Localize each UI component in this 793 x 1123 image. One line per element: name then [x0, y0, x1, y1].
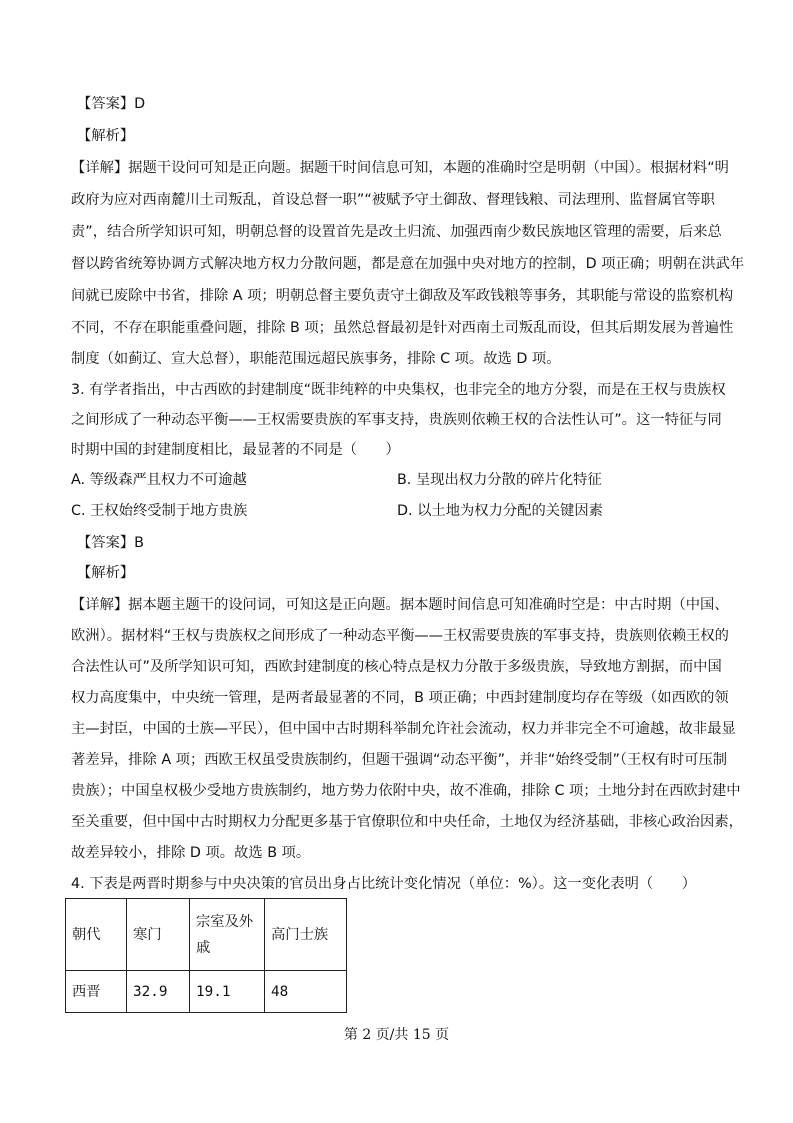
table-header-cell: 宗室及外戚 [190, 899, 265, 971]
table-cell: 西晋 [66, 971, 127, 1013]
table-header-cell: 寒门 [127, 899, 190, 971]
explanation-line: 不同，不存在职能重叠问题，排除 B 项；虽然总督最初是针对西南土司叛乱而设，但其后期发展为普遍性 [71, 320, 734, 336]
question-stem: 3. 有学者指出，中古西欧的封建制度“既非纯粹的中央集权，也非完全的地方分裂，而是在王权与贵族权 [71, 382, 726, 398]
table-header-cell: 高门士族 [265, 899, 347, 971]
explanation-line: 制度（如蓟辽、宣大总督），职能范围远超民族事务，排除 C 项。故选 D 项。 [71, 351, 561, 367]
question-stem: 之间形成了一种动态平衡——王权需要贵族的军事支持，贵族则依赖王权的合法性认可”。这一特征与同 [71, 412, 722, 428]
explanation-line: 间就已废除中书省，排除 A 项；明朝总督主要负责守土御敌及军政钱粮等事务，其职能与常设的监察机构 [71, 288, 734, 304]
explanation-line: 督以跨省统筹协调方式解决地方权力分散问题，都是意在加强中央对地方的控制，D 项正确；明朝在洪武年 [71, 256, 745, 272]
explanation-line: 政府为应对西南麓川土司叛乱，首设总督一职”“被赋予守土御敌、督理钱粮、司法理刑、监督属官等职 [71, 192, 715, 208]
table-header-cell: 朝代 [66, 899, 127, 971]
explanation-line: 权力高度集中，中央统一管理，是两者最显著的不同，B 项正确；中西封建制度均存在等级（如西欧的领 [71, 690, 729, 706]
explanation-line: 【详解】据本题主题干的设问词，可知这是正向题。据本题时间信息可知准确时空是：中古时期（中国、 [71, 597, 729, 613]
data-table [65, 898, 347, 1013]
explanation-line: 责”，结合所学知识可知，明朝总督的设置首先是改土归流、加强西南少数民族地区管理的需要，后来总 [71, 224, 722, 240]
option-a: A. 等级森严且权力不可逾越 [71, 472, 247, 488]
explanation-line: 著差异，排除 A 项；西欧王权虽受贵族制约，但题干强调“动态平衡”，并非“始终受制”（王权有时可压制 [71, 752, 728, 768]
option-c: C. 王权始终受制于地方贵族 [71, 503, 248, 519]
page-footer: 第 2 页/共 15 页 [343, 1027, 450, 1043]
explanation-line: 至关重要，但中国中古时期权力分配更多基于官僚职位和中央任命，土地仅为经济基础，非核心政治因素， [71, 814, 743, 830]
answer-label: 【答案】D [77, 96, 146, 112]
table-cell: 19.1 [190, 971, 265, 1013]
table-row [66, 971, 347, 1013]
explanation-line: 故差异较小，排除 D 项。故选 B 项。 [71, 845, 311, 861]
explanation-line: 主—封臣，中国的士族—平民），但中国中古时期科举制允许社会流动，权力并非完全不可逾越，故非最显 [71, 721, 736, 737]
table-header-row [66, 899, 347, 971]
question-stem: 时期中国的封建制度相比，最显著的不同是（ ） [71, 442, 400, 458]
explanation-line: 欧洲）。据材料“王权与贵族权之间形成了一种动态平衡——王权需要贵族的军事支持，贵族则依赖王权的 [71, 628, 729, 644]
explanation-line: 【详解】据题干设问可知是正向题。据题干时间信息可知，本题的准确时空是明朝（中国）。根据材料“明 [71, 160, 729, 176]
question-stem: 4. 下表是两晋时期参与中央决策的官员出身占比统计变化情况（单位：%）。这一变化表明（ ） [71, 876, 697, 892]
answer-label: 【答案】B [77, 535, 144, 551]
analysis-label: 【解析】 [77, 128, 135, 144]
explanation-line: 合法性认可”及所学知识可知，西欧封建制度的核心特点是权力分散于多级贵族，导致地方割据，而中国 [71, 659, 722, 675]
analysis-label: 【解析】 [77, 565, 135, 581]
table-cell: 32.9 [127, 971, 190, 1013]
option-d: D. 以土地为权力分配的关键因素 [397, 503, 603, 519]
table-cell: 48 [265, 971, 347, 1013]
explanation-line: 贵族）；中国皇权极少受地方贵族制约，地方势力依附中央，故不准确，排除 C 项；土地分封在西欧封建中 [71, 783, 741, 799]
option-b: B. 呈现出权力分散的碎片化特征 [397, 472, 602, 488]
